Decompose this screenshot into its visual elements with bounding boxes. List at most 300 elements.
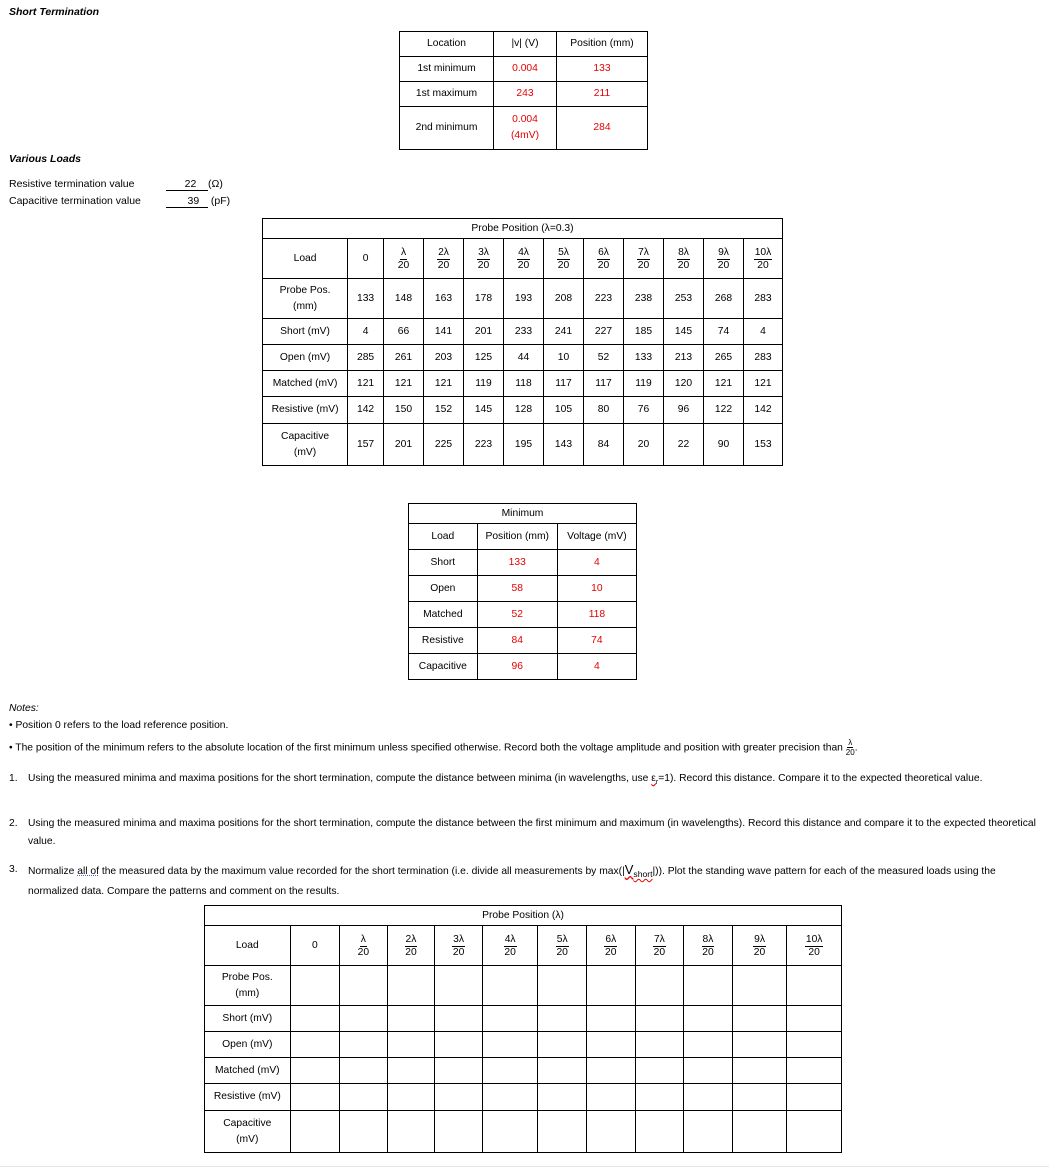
cell: 268 bbox=[704, 279, 744, 319]
cell: 145 bbox=[464, 397, 504, 424]
empty-cell[interactable] bbox=[290, 1084, 340, 1111]
cell: 10 bbox=[544, 345, 584, 371]
probe-position-table bbox=[262, 218, 783, 466]
cell: 122 bbox=[704, 397, 744, 424]
probe-col-frac bbox=[587, 926, 636, 966]
empty-cell[interactable] bbox=[787, 1032, 842, 1058]
probe-col-frac bbox=[424, 239, 464, 279]
cell: 105 bbox=[544, 397, 584, 424]
cell: 265 bbox=[704, 345, 744, 371]
blank-probe-table bbox=[204, 905, 842, 1153]
cell: 4 bbox=[744, 319, 783, 345]
frac-den: 20 bbox=[452, 947, 465, 958]
cell: 145 bbox=[664, 319, 704, 345]
table-row bbox=[263, 319, 783, 345]
empty-cell[interactable] bbox=[635, 966, 684, 1006]
table-row bbox=[205, 1058, 842, 1084]
empty-cell[interactable] bbox=[732, 1084, 787, 1111]
empty-cell[interactable] bbox=[482, 1058, 538, 1084]
empty-cell[interactable] bbox=[290, 1111, 340, 1153]
resistive-unit: (Ω) bbox=[208, 178, 223, 190]
header-location: Location bbox=[400, 32, 494, 57]
table-row bbox=[263, 424, 783, 466]
cell: 142 bbox=[348, 397, 384, 424]
cell: 20 bbox=[624, 424, 664, 466]
table-row bbox=[409, 576, 637, 602]
frac-den: 20 bbox=[557, 260, 570, 271]
empty-cell[interactable] bbox=[340, 1111, 388, 1153]
frac-num: 8λ bbox=[702, 934, 714, 946]
frac-den: 20 bbox=[717, 260, 730, 271]
empty-cell[interactable] bbox=[587, 1032, 636, 1058]
frac-den: 20 bbox=[437, 260, 450, 271]
resistive-value: 22 bbox=[184, 178, 197, 190]
cell: 233 bbox=[504, 319, 544, 345]
load-header: Load bbox=[205, 926, 291, 966]
cell: 121 bbox=[744, 371, 783, 397]
empty-cell[interactable] bbox=[732, 1111, 787, 1153]
cell: 142 bbox=[744, 397, 783, 424]
probe-col-frac bbox=[732, 926, 787, 966]
row-label: Short (mV) bbox=[205, 1006, 291, 1032]
cell: 119 bbox=[464, 371, 504, 397]
notes-title: Notes: bbox=[9, 703, 39, 714]
note-1: • Position 0 refers to the load reference position. bbox=[9, 720, 229, 731]
row-position: 211 bbox=[557, 82, 648, 107]
probe-col-frac bbox=[744, 239, 783, 279]
question-number: 2. bbox=[9, 818, 18, 829]
empty-cell[interactable] bbox=[482, 1006, 538, 1032]
table-row bbox=[263, 345, 783, 371]
frac-den: 20 bbox=[702, 947, 714, 958]
empty-cell[interactable] bbox=[435, 966, 483, 1006]
empty-cell[interactable] bbox=[635, 1032, 684, 1058]
table-row bbox=[205, 1111, 842, 1153]
row-label bbox=[263, 279, 348, 319]
cell: 178 bbox=[464, 279, 504, 319]
empty-cell[interactable] bbox=[340, 1058, 388, 1084]
capacitive-value: 39 bbox=[187, 195, 200, 207]
empty-cell[interactable] bbox=[587, 1006, 636, 1032]
frac-num: 9λ bbox=[718, 247, 729, 259]
row-label-line2: (mm) bbox=[293, 300, 318, 312]
short-termination-title: Short Termination bbox=[9, 6, 100, 18]
row-label: Resistive (mV) bbox=[263, 397, 348, 424]
cell: 22 bbox=[664, 424, 704, 466]
short-termination-table bbox=[399, 31, 648, 150]
cell: 4 bbox=[348, 319, 384, 345]
cell: 121 bbox=[348, 371, 384, 397]
frac-den: 20 bbox=[397, 260, 410, 271]
row-label: Short (mV) bbox=[263, 319, 348, 345]
cell: 238 bbox=[624, 279, 664, 319]
frac-num: 6λ bbox=[605, 934, 617, 946]
empty-cell[interactable] bbox=[684, 1032, 733, 1058]
cell: 44 bbox=[504, 345, 544, 371]
frac-num: 2λ bbox=[438, 247, 449, 259]
empty-cell[interactable] bbox=[684, 1111, 733, 1153]
empty-cell[interactable] bbox=[587, 1084, 636, 1111]
cell: 157 bbox=[348, 424, 384, 466]
empty-cell[interactable] bbox=[482, 1084, 538, 1111]
cell: 193 bbox=[504, 279, 544, 319]
cell: 241 bbox=[544, 319, 584, 345]
cell: 225 bbox=[424, 424, 464, 466]
empty-cell[interactable] bbox=[787, 1084, 842, 1111]
empty-cell[interactable] bbox=[387, 1058, 435, 1084]
cell: 148 bbox=[384, 279, 424, 319]
frac-den: 20 bbox=[637, 260, 650, 271]
row-label-line1: Capacitive bbox=[281, 430, 330, 442]
probe-col-frac bbox=[544, 239, 584, 279]
probe-col-frac bbox=[624, 239, 664, 279]
cell: 121 bbox=[424, 371, 464, 397]
cell: 76 bbox=[624, 397, 664, 424]
empty-cell[interactable] bbox=[732, 1058, 787, 1084]
empty-cell[interactable] bbox=[635, 1111, 684, 1153]
empty-cell[interactable] bbox=[635, 1058, 684, 1084]
cell: 153 bbox=[744, 424, 783, 466]
frac-den: 20 bbox=[504, 947, 516, 958]
position-cell: 133 bbox=[477, 550, 557, 576]
row-voltage-line1: 0.004 bbox=[512, 114, 538, 126]
cell: 141 bbox=[424, 319, 464, 345]
cell: 74 bbox=[704, 319, 744, 345]
row-position: 284 bbox=[557, 107, 648, 150]
row-label: Open (mV) bbox=[205, 1032, 291, 1058]
frac-den: 20 bbox=[597, 260, 610, 271]
load-cell: Capacitive bbox=[409, 654, 478, 680]
table-row bbox=[263, 279, 783, 319]
capacitive-unit: (pF) bbox=[210, 195, 231, 207]
cell: 117 bbox=[544, 371, 584, 397]
frac-num: 2λ bbox=[405, 934, 417, 946]
frac-num: 4λ bbox=[504, 934, 516, 946]
cell: 125 bbox=[464, 345, 504, 371]
voltage-cell: 10 bbox=[557, 576, 636, 602]
cell: 133 bbox=[624, 345, 664, 371]
row-label: Matched (mV) bbox=[263, 371, 348, 397]
cell: 213 bbox=[664, 345, 704, 371]
empty-cell[interactable] bbox=[538, 1058, 587, 1084]
voltage-cell: 4 bbox=[557, 550, 636, 576]
probe-col-frac bbox=[387, 926, 435, 966]
row-label bbox=[205, 1111, 291, 1153]
voltage-cell: 118 bbox=[557, 602, 636, 628]
row-position: 133 bbox=[557, 57, 648, 82]
empty-cell[interactable] bbox=[538, 1084, 587, 1111]
probe-col-frac bbox=[635, 926, 684, 966]
empty-cell[interactable] bbox=[684, 966, 733, 1006]
empty-cell[interactable] bbox=[435, 1006, 483, 1032]
row-voltage: 0.004 bbox=[494, 57, 557, 82]
empty-cell[interactable] bbox=[340, 1084, 388, 1111]
row-label bbox=[263, 424, 348, 466]
question-2 bbox=[9, 815, 1041, 851]
row-label: Open (mV) bbox=[263, 345, 348, 371]
empty-cell[interactable] bbox=[538, 1032, 587, 1058]
probe-col-frac bbox=[340, 926, 388, 966]
header-position: Position (mm) bbox=[477, 524, 557, 550]
minimum-table bbox=[408, 503, 637, 680]
empty-cell[interactable] bbox=[538, 1006, 587, 1032]
table-row bbox=[263, 397, 783, 424]
empty-cell[interactable] bbox=[340, 966, 388, 1006]
empty-cell[interactable] bbox=[387, 1111, 435, 1153]
position-cell: 52 bbox=[477, 602, 557, 628]
empty-cell[interactable] bbox=[290, 1058, 340, 1084]
cell: 223 bbox=[464, 424, 504, 466]
cell: 253 bbox=[664, 279, 704, 319]
empty-cell[interactable] bbox=[787, 1006, 842, 1032]
table-row bbox=[205, 1032, 842, 1058]
row-location: 1st maximum bbox=[400, 82, 494, 107]
position-cell: 84 bbox=[477, 628, 557, 654]
epsilon-symbol: ε bbox=[651, 773, 656, 784]
cell: 201 bbox=[384, 424, 424, 466]
row-label-line2: (mV) bbox=[236, 1133, 259, 1145]
cell: 201 bbox=[464, 319, 504, 345]
frac-den: 20 bbox=[605, 947, 617, 958]
cell: 52 bbox=[584, 345, 624, 371]
cell: 283 bbox=[744, 279, 783, 319]
frac-den: 20 bbox=[357, 947, 370, 958]
probe-col-frac bbox=[538, 926, 587, 966]
frac-num: 3λ bbox=[478, 247, 489, 259]
table-row bbox=[409, 628, 637, 654]
frac-num: 7λ bbox=[653, 934, 665, 946]
question-text: Using the measured minima and maxima positions for the short termination, compute the distance between minima (in wavelengths, use bbox=[28, 773, 652, 784]
load-cell: Short bbox=[409, 550, 478, 576]
empty-cell[interactable] bbox=[787, 966, 842, 1006]
empty-cell[interactable] bbox=[387, 1084, 435, 1111]
frac-num: 9λ bbox=[754, 934, 765, 946]
probe-col-frac bbox=[464, 239, 504, 279]
cell: 121 bbox=[704, 371, 744, 397]
frac-den: 20 bbox=[845, 748, 855, 758]
empty-cell[interactable] bbox=[684, 1058, 733, 1084]
frac-num: 3λ bbox=[453, 934, 465, 946]
table-row bbox=[409, 550, 637, 576]
probe-col-frac bbox=[684, 926, 733, 966]
cell: 227 bbox=[584, 319, 624, 345]
frac-num: λ bbox=[848, 738, 853, 747]
cell: 143 bbox=[544, 424, 584, 466]
row-label bbox=[205, 966, 291, 1006]
empty-cell[interactable] bbox=[732, 966, 787, 1006]
cell: 285 bbox=[348, 345, 384, 371]
frac-num: 5λ bbox=[558, 247, 569, 259]
probe-col-frac bbox=[664, 239, 704, 279]
row-label: Resistive (mV) bbox=[205, 1084, 291, 1111]
row-voltage-line2: (4mV) bbox=[510, 130, 540, 141]
empty-cell[interactable] bbox=[587, 1111, 636, 1153]
page-bottom-divider bbox=[0, 1166, 1049, 1167]
empty-cell[interactable] bbox=[587, 1058, 636, 1084]
empty-cell[interactable] bbox=[290, 1032, 340, 1058]
frac-den: 20 bbox=[653, 947, 666, 958]
question-text: Using the measured minima and maxima positions for the short termination, compute the distance between the first minimum and maximum (in wavelengths). Record this distance and compare it to the expected theoretical value. bbox=[28, 818, 1036, 847]
empty-cell[interactable] bbox=[635, 1084, 684, 1111]
frac-den: 20 bbox=[405, 947, 417, 958]
voltage-cell: 74 bbox=[557, 628, 636, 654]
cell: 203 bbox=[424, 345, 464, 371]
frac-num: λ bbox=[400, 247, 407, 259]
frac-den: 20 bbox=[753, 947, 766, 958]
cell: 261 bbox=[384, 345, 424, 371]
question-3 bbox=[9, 861, 1041, 901]
capacitive-label: Capacitive termination value bbox=[9, 195, 141, 207]
empty-cell[interactable] bbox=[435, 1032, 483, 1058]
cell: 90 bbox=[704, 424, 744, 466]
empty-cell[interactable] bbox=[538, 966, 587, 1006]
question-text: Normalize bbox=[28, 866, 78, 877]
probe-col-frac bbox=[435, 926, 483, 966]
row-voltage: 243 bbox=[494, 82, 557, 107]
cell: 185 bbox=[624, 319, 664, 345]
note-2-fraction bbox=[846, 738, 855, 757]
cell: 150 bbox=[384, 397, 424, 424]
empty-cell[interactable] bbox=[290, 966, 340, 1006]
frac-num: 10λ bbox=[805, 934, 823, 946]
cell: 118 bbox=[504, 371, 544, 397]
row-label-line1: Probe Pos. bbox=[279, 284, 331, 296]
probe-col-frac bbox=[482, 926, 538, 966]
table-row bbox=[263, 371, 783, 397]
question-number: 3. bbox=[9, 864, 18, 875]
frac-num: 7λ bbox=[638, 247, 649, 259]
cell: 128 bbox=[504, 397, 544, 424]
cell: 133 bbox=[348, 279, 384, 319]
row-label-line2: (mV) bbox=[293, 446, 317, 458]
cell: 80 bbox=[584, 397, 624, 424]
resistive-value-field bbox=[166, 178, 223, 191]
cell: 223 bbox=[584, 279, 624, 319]
row-label-line2: (mm) bbox=[235, 987, 260, 999]
note-2-text: • The position of the minimum refers to the absolute location of the first minimum unless specified otherwise. Record both the voltage amplitude and position with greater precision than bbox=[9, 742, 843, 754]
blank-table-title: Probe Position (λ) bbox=[205, 906, 842, 926]
row-label-line1: Probe Pos. bbox=[221, 971, 273, 983]
empty-cell[interactable] bbox=[787, 1111, 842, 1153]
frac-num: 5λ bbox=[556, 934, 568, 946]
empty-cell[interactable] bbox=[387, 966, 435, 1006]
v-symbol: V bbox=[624, 862, 634, 877]
cell: 121 bbox=[384, 371, 424, 397]
cell: 163 bbox=[424, 279, 464, 319]
empty-cell[interactable] bbox=[482, 966, 538, 1006]
question-1 bbox=[9, 770, 1041, 792]
frac-num: 6λ bbox=[598, 247, 609, 259]
row-location: 1st minimum bbox=[400, 57, 494, 82]
header-voltage: |v| (V) bbox=[494, 32, 557, 57]
header-load: Load bbox=[409, 524, 478, 550]
empty-cell[interactable] bbox=[340, 1032, 388, 1058]
question-text-end: =1). Record this distance. Compare it to the expected theoretical value. bbox=[658, 773, 983, 784]
all-of-phrase: all of bbox=[77, 866, 99, 877]
probe-col-frac bbox=[384, 239, 424, 279]
probe-col-frac bbox=[704, 239, 744, 279]
cell: 208 bbox=[544, 279, 584, 319]
empty-cell[interactable] bbox=[587, 966, 636, 1006]
table-row bbox=[409, 602, 637, 628]
table-row bbox=[205, 1006, 842, 1032]
empty-cell[interactable] bbox=[732, 1006, 787, 1032]
empty-cell[interactable] bbox=[684, 1084, 733, 1111]
question-text-end: |)). Plot the standing wave pattern for each of the measured loads using the normalized data. Compare the patterns and comment on the results. bbox=[28, 866, 996, 898]
load-cell: Matched bbox=[409, 602, 478, 628]
frac-num: λ bbox=[360, 934, 366, 946]
resistive-label: Resistive termination value bbox=[9, 178, 135, 190]
empty-cell[interactable] bbox=[538, 1111, 587, 1153]
empty-cell[interactable] bbox=[340, 1006, 388, 1032]
probe-col-frac bbox=[504, 239, 544, 279]
probe-col-0: 0 bbox=[348, 239, 384, 279]
cell: 117 bbox=[584, 371, 624, 397]
empty-cell[interactable] bbox=[684, 1006, 733, 1032]
voltage-cell: 4 bbox=[557, 654, 636, 680]
row-label-line1: Capacitive bbox=[223, 1117, 272, 1129]
cell: 195 bbox=[504, 424, 544, 466]
load-cell: Open bbox=[409, 576, 478, 602]
question-number: 1. bbox=[9, 773, 18, 784]
cell: 66 bbox=[384, 319, 424, 345]
various-loads-title: Various Loads bbox=[9, 153, 81, 165]
table-row bbox=[205, 966, 842, 1006]
probe-col-0: 0 bbox=[290, 926, 340, 966]
empty-cell[interactable] bbox=[435, 1084, 483, 1111]
v-subscript: short bbox=[633, 869, 653, 880]
empty-cell[interactable] bbox=[635, 1006, 684, 1032]
empty-cell[interactable] bbox=[290, 1006, 340, 1032]
row-location: 2nd minimum bbox=[400, 107, 494, 150]
frac-den: 20 bbox=[517, 260, 530, 271]
cell: 96 bbox=[664, 397, 704, 424]
position-cell: 58 bbox=[477, 576, 557, 602]
frac-num: 8λ bbox=[678, 247, 689, 259]
load-header: Load bbox=[263, 239, 348, 279]
header-position: Position (mm) bbox=[557, 32, 648, 57]
row-label: Matched (mV) bbox=[205, 1058, 291, 1084]
epsilon-subscript: r bbox=[655, 779, 659, 787]
frac-num: 10λ bbox=[754, 247, 772, 259]
note-2: • The position of the minimum refers to the absolute location of the first minimum unless specified otherwise. Record both the voltage amplitude and position with greater precision than $\frac{\lambda}{20}$ . bbox=[9, 738, 858, 758]
header-voltage: Voltage (mV) bbox=[557, 524, 636, 550]
cell: 120 bbox=[664, 371, 704, 397]
empty-cell[interactable] bbox=[787, 1058, 842, 1084]
cell: 84 bbox=[584, 424, 624, 466]
frac-den: 20 bbox=[477, 260, 490, 271]
frac-den: 20 bbox=[556, 947, 568, 958]
minimum-title: Minimum bbox=[409, 504, 637, 524]
probe-col-frac bbox=[584, 239, 624, 279]
question-text-mid: the measured data by the maximum value recorded for the short termination (i.e. divide all measurements by max(| bbox=[98, 866, 625, 877]
frac-num: 4λ bbox=[518, 247, 529, 259]
probe-col-frac bbox=[787, 926, 842, 966]
empty-cell[interactable] bbox=[387, 1006, 435, 1032]
empty-cell[interactable] bbox=[387, 1032, 435, 1058]
empty-cell[interactable] bbox=[435, 1111, 483, 1153]
frac-den: 20 bbox=[677, 260, 690, 271]
cell: 152 bbox=[424, 397, 464, 424]
empty-cell[interactable] bbox=[482, 1111, 538, 1153]
load-cell: Resistive bbox=[409, 628, 478, 654]
empty-cell[interactable] bbox=[482, 1032, 538, 1058]
cell: 283 bbox=[744, 345, 783, 371]
empty-cell[interactable] bbox=[435, 1058, 483, 1084]
empty-cell[interactable] bbox=[732, 1032, 787, 1058]
frac-den: 20 bbox=[757, 260, 769, 271]
table-row bbox=[409, 654, 637, 680]
